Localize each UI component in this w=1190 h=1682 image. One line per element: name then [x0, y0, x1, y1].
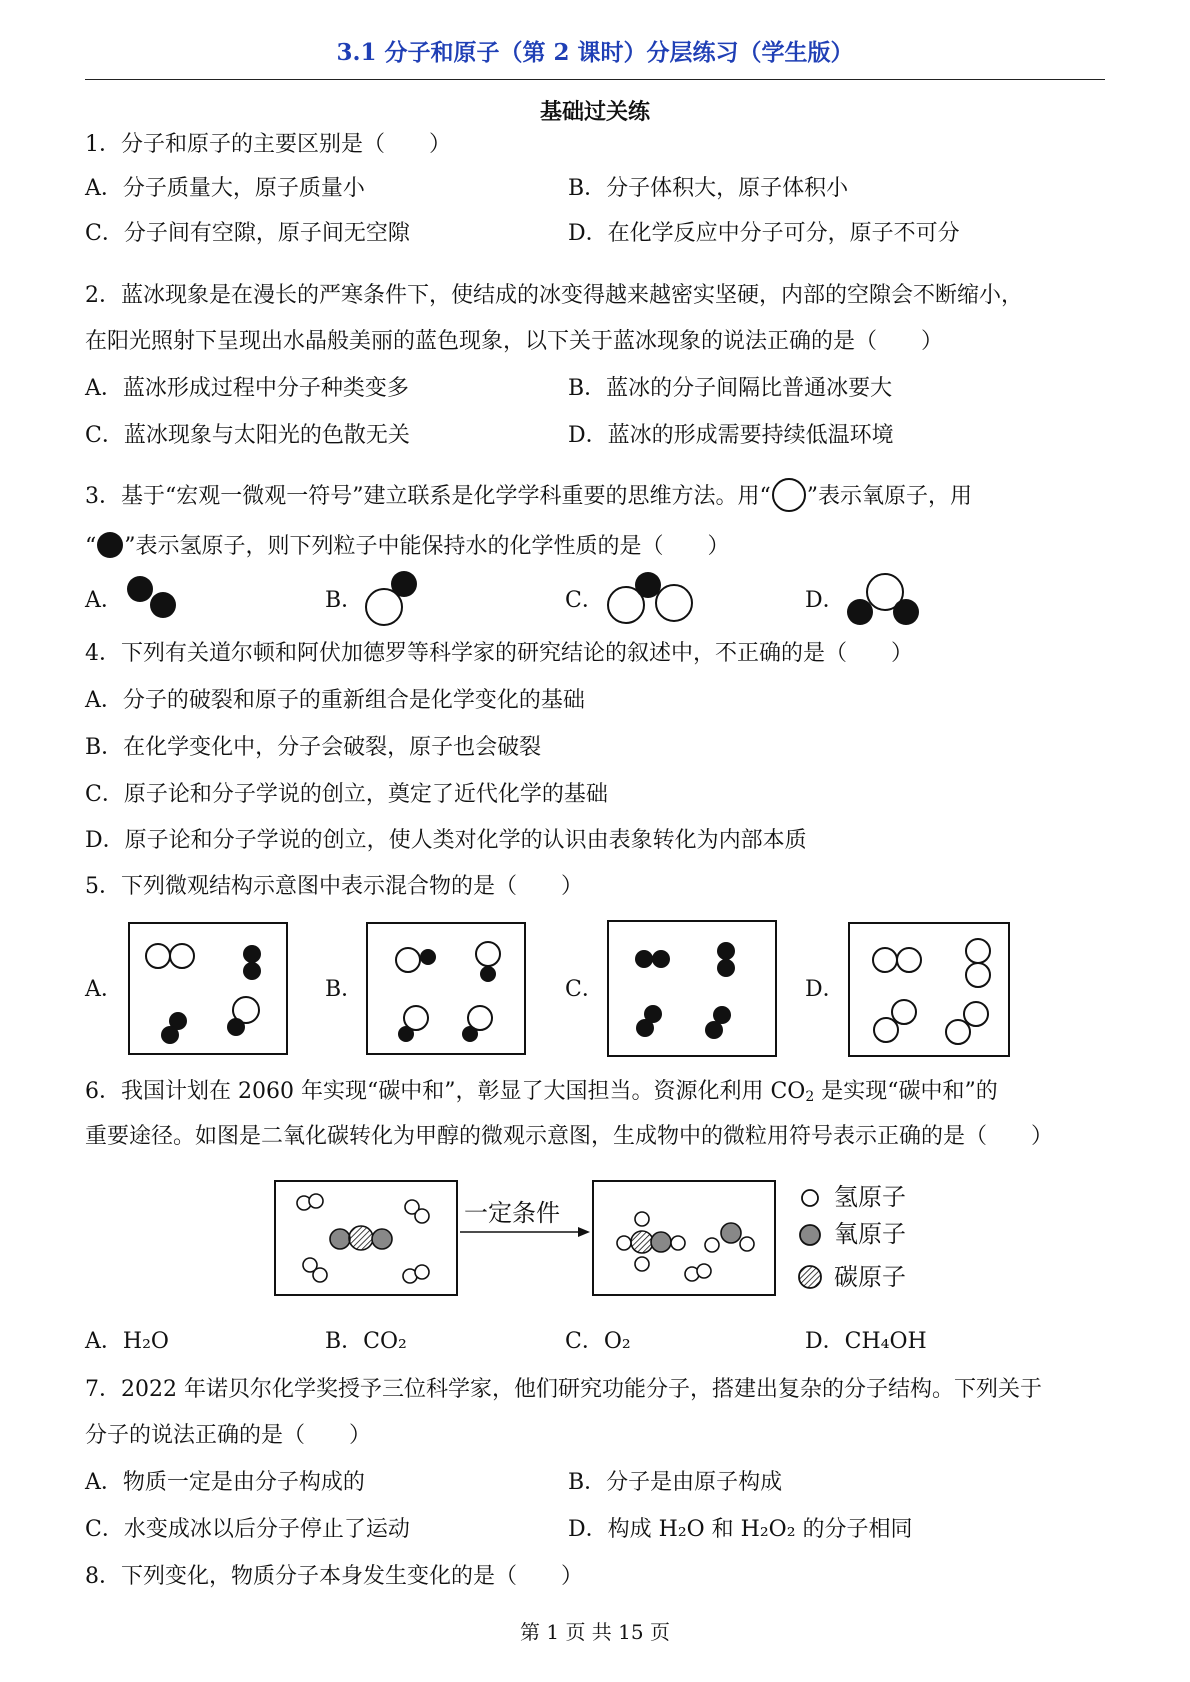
question-6-stem-part1: 6．我国计划在 2060 年实现“碳中和”，彰显了大国担当。资源化利用 CO: [85, 1079, 806, 1104]
question-7-stem-line1: 7．2022 年诺贝尔化学奖授予三位科学家，他们研究功能分子，搭建出复杂的分子结构。下列关于: [85, 1377, 1042, 1402]
products-particles: [594, 1182, 774, 1294]
question-7-option-c[interactable]: C．水变成冰以后分子停止了运动: [85, 1517, 410, 1542]
question-5-option-b-particles: [368, 924, 524, 1053]
question-6-stem-line1: [85, 1079, 998, 1105]
question-1-option-b[interactable]: B．分子体积大，原子体积小: [568, 176, 849, 201]
question-1-stem: 1．分子和原子的主要区别是（ ）: [85, 132, 451, 157]
question-3-stem-line2: [85, 532, 730, 560]
hydrogen-legend-icon: [800, 1188, 820, 1208]
question-3-stem-part4: ”表示氢原子，则下列粒子中能保持水的化学性质的是（ ）: [124, 534, 730, 559]
oxygen-legend-icon: [798, 1223, 822, 1247]
question-6-option-b[interactable]: B．CO₂: [325, 1329, 407, 1354]
question-2-option-d[interactable]: D．蓝冰的形成需要持续低温环境: [568, 423, 894, 448]
question-5-option-c[interactable]: C．: [565, 977, 604, 1002]
question-3-stem-part1: 3．基于“宏观一微观一符号”建立联系是化学学科重要的思维方法。用“: [85, 484, 771, 509]
question-2-stem-line1: 2．蓝冰现象是在漫长的严寒条件下，使结成的冰变得越来越密实坚硬，内部的空隙会不断缩小，: [85, 283, 1024, 308]
legend-hydrogen-label: 氢原子: [834, 1183, 906, 1211]
question-6-stem-line2: 重要途径。如图是二氧化碳转化为甲醇的微观示意图，生成物中的微粒用符号表示正确的是（ ）: [85, 1124, 1054, 1149]
header-divider: [85, 79, 1105, 80]
question-4-option-d[interactable]: D．原子论和分子学说的创立，使人类对化学的认识由表象转化为内部本质: [85, 828, 807, 853]
question-1-option-c[interactable]: C．分子间有空隙，原子间无空隙: [85, 221, 410, 246]
question-6-stem-subscript: 2: [805, 1089, 815, 1105]
reactants-box: [274, 1180, 458, 1296]
legend-carbon-label: 碳原子: [834, 1263, 906, 1291]
question-5-option-a[interactable]: A．: [85, 977, 123, 1002]
question-3-stem-line1: [85, 478, 972, 512]
carbon-legend-icon: [797, 1264, 823, 1290]
reaction-condition-label: 一定条件: [464, 1199, 560, 1227]
question-6-option-a[interactable]: A．H₂O: [85, 1329, 169, 1354]
question-5-option-c-diagram[interactable]: [607, 920, 777, 1057]
question-3-option-b-molecule-icon[interactable]: [360, 570, 430, 630]
page-title: 3.1 分子和原子（第 2 课时）分层练习（学生版）: [336, 39, 854, 66]
question-5-option-b-diagram[interactable]: [366, 922, 526, 1055]
question-3-stem-part2: ”表示氧原子，用: [806, 484, 972, 509]
question-6-option-c[interactable]: C．O₂: [565, 1329, 631, 1354]
question-3-option-a[interactable]: A．: [85, 588, 123, 613]
question-2-option-c[interactable]: C．蓝冰现象与太阳光的色散无关: [85, 423, 410, 448]
question-3-option-d[interactable]: D．: [805, 588, 845, 613]
question-4-stem: 4．下列有关道尔顿和阿伏加德罗等科学家的研究结论的叙述中，不正确的是（ ）: [85, 641, 913, 666]
question-5-option-d-diagram[interactable]: [848, 922, 1010, 1057]
question-2-option-b[interactable]: B．蓝冰的分子间隔比普通冰要大: [568, 376, 893, 401]
question-5-option-a-particles: [130, 924, 286, 1053]
question-4-option-b[interactable]: B．在化学变化中，分子会破裂，原子也会破裂: [85, 735, 542, 760]
question-5-option-d[interactable]: D．: [805, 977, 845, 1002]
question-3-option-d-molecule-icon[interactable]: [840, 570, 940, 630]
question-5-option-b[interactable]: B．: [325, 977, 364, 1002]
oxygen-atom-icon: [772, 478, 806, 512]
question-3-option-c-molecule-icon[interactable]: [600, 570, 700, 630]
question-5-option-d-particles: [850, 924, 1008, 1055]
question-3-option-a-molecule-icon[interactable]: [120, 570, 190, 620]
question-5-stem: 5．下列微观结构示意图中表示混合物的是（ ）: [85, 874, 583, 899]
question-5-option-a-diagram[interactable]: [128, 922, 288, 1055]
legend-oxygen-label: 氧原子: [834, 1220, 906, 1248]
hydrogen-atom-icon: [97, 532, 123, 558]
question-3-option-c[interactable]: C．: [565, 588, 604, 613]
question-7-stem-line2: 分子的说法正确的是（ ）: [85, 1423, 372, 1448]
question-7-option-a[interactable]: A．物质一定是由分子构成的: [85, 1470, 365, 1495]
question-2-stem-line2: 在阳光照射下呈现出水晶般美丽的蓝色现象，以下关于蓝冰现象的说法正确的是（ ）: [85, 329, 944, 354]
question-7-option-d[interactable]: D．构成 H₂O 和 H₂O₂ 的分子相同: [568, 1517, 913, 1542]
question-3-stem-part3: “: [85, 534, 97, 559]
question-7-option-b[interactable]: B．分子是由原子构成: [568, 1470, 783, 1495]
question-6-stem-part2: 是实现“碳中和”的: [814, 1079, 998, 1104]
question-2-option-a[interactable]: A．蓝冰形成过程中分子种类变多: [85, 376, 409, 401]
page-footer: 第 1 页 共 15 页: [520, 1620, 670, 1644]
question-1-option-d[interactable]: D．在化学反应中分子可分，原子不可分: [568, 221, 960, 246]
question-4-option-c[interactable]: C．原子论和分子学说的创立，奠定了近代化学的基础: [85, 782, 608, 807]
reaction-arrow-icon: [460, 1225, 592, 1239]
question-3-option-b[interactable]: B．: [325, 588, 364, 613]
question-5-option-c-particles: [609, 922, 775, 1055]
products-box: [592, 1180, 776, 1296]
question-8-stem: 8．下列变化，物质分子本身发生变化的是（ ）: [85, 1564, 583, 1589]
section-heading: 基础过关练: [539, 99, 650, 125]
question-6-option-d[interactable]: D．CH₄OH: [805, 1329, 927, 1354]
question-4-option-a[interactable]: A．分子的破裂和原子的重新组合是化学变化的基础: [85, 688, 585, 713]
question-1-option-a[interactable]: A．分子质量大，原子质量小: [85, 176, 365, 201]
reactants-particles: [276, 1182, 456, 1294]
